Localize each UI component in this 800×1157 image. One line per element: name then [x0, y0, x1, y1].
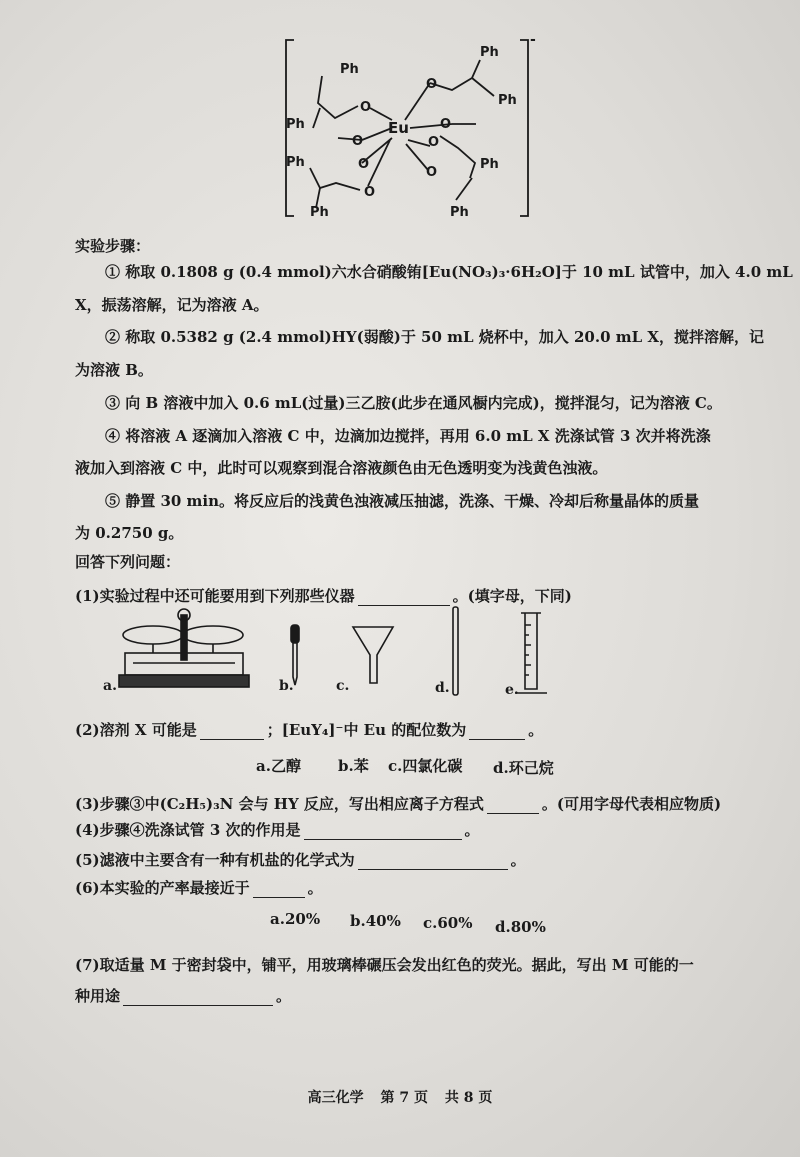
question-3: [75, 794, 721, 814]
q3-text: (3)步骤③中(C₂H₅)₃N 会与 HY 反应，写出相应离子方程式: [75, 795, 484, 813]
oxygen-label: O: [426, 165, 438, 180]
footer-subject: 高三化学: [307, 1090, 364, 1106]
step-2-line-1: ② 称取 0.5382 g (2.4 mmol)HY(弱酸)于 50 mL 烧杯中，加入 20.0 mL X，搅拌溶解，记: [105, 328, 765, 346]
funnel-icon: [353, 627, 393, 683]
balance-icon: [119, 609, 249, 687]
step-2-line-2: 为溶液 B。: [75, 361, 153, 379]
q6-option-a: a.20%: [270, 910, 321, 928]
q7-answer-blank[interactable]: [123, 989, 273, 1006]
step-1-line-2: X，振荡溶解，记为溶液 A。: [75, 296, 269, 314]
q5-text-after: 。: [510, 851, 526, 869]
q2-option-b: b.苯: [338, 757, 369, 775]
q6-option-d: d.80%: [495, 918, 546, 936]
q3-text-after: 。(可用字母代表相应物质): [541, 795, 722, 813]
q2-option-d: d.环己烷: [493, 759, 554, 777]
q6-text-after: 。: [307, 879, 323, 897]
question-1: [75, 586, 572, 606]
q2-text-c: 。: [528, 721, 544, 739]
step-4-line-2: 液加入到溶液 C 中，此时可以观察到混合溶液颜色由无色透明变为浅黄色浊液。: [75, 459, 608, 477]
q1-text: (1)实验过程中还可能要用到下列那些仪器: [75, 587, 355, 605]
apparatus-label-a: a.: [103, 678, 117, 694]
steps-title: 实验步骤：: [75, 237, 151, 255]
page-footer: [0, 1087, 800, 1107]
step-1-line-1: ① 称取 0.1808 g (0.4 mmol)六水合硝酸铕[Eu(NO₃)₃·6H₂O]于 10 mL 试管中，加入 4.0 mL: [105, 263, 793, 281]
q4-text-after: 。: [464, 821, 480, 839]
apparatus-label-d: d.: [435, 680, 450, 696]
ph-label: Ph: [480, 45, 499, 60]
oxygen-label: O: [364, 185, 376, 200]
q7-text-after: 。: [276, 987, 292, 1005]
q2-coordination-blank[interactable]: [469, 723, 525, 740]
eu-complex-structure: [280, 28, 550, 223]
footer-total: 共 8 页: [444, 1090, 493, 1106]
q6-option-b: b.40%: [350, 912, 401, 930]
q4-text: (4)步骤④洗涤试管 3 次的作用是: [75, 821, 301, 839]
q1-answer-blank[interactable]: [358, 589, 450, 606]
step-3-line-1: ③ 向 B 溶液中加入 0.6 mL(过量)三乙胺(此步在通风橱内完成)，搅拌混匀，记为溶液 C。: [105, 394, 722, 412]
apparatus-label-e: e.: [505, 682, 519, 698]
dropper-icon: [291, 625, 299, 685]
question-7-line-1: (7)取适量 M 于密封袋中，铺平，用玻璃棒碾压会发出红色的荧光。据此，写出 M 可能的一: [75, 956, 694, 974]
footer-page: 第 7 页: [380, 1090, 428, 1106]
apparatus-label-b: b.: [279, 678, 294, 694]
q5-text: (5)滤液中主要含有一种有机盐的化学式为: [75, 851, 355, 869]
apparatus-row: [95, 605, 555, 705]
ph-label: Ph: [498, 93, 517, 108]
step-4-line-1: ④ 将溶液 A 逐滴加入溶液 C 中，边滴加边搅拌，再用 6.0 mL X 洗涤试管 3 次并将洗涤: [105, 427, 711, 445]
ph-label: Ph: [310, 205, 329, 220]
oxygen-label: O: [428, 135, 440, 150]
ph-label: Ph: [340, 62, 359, 77]
question-4: [75, 820, 480, 840]
question-5: [75, 850, 526, 870]
step-5-line-1: ⑤ 静置 30 min。将反应后的浅黄色浊液减压抽滤，洗涤、干燥、冷却后称量晶体的质量: [105, 492, 700, 510]
ph-label: Ph: [480, 157, 499, 172]
question-7-line-2: [75, 986, 291, 1006]
oxygen-label: O: [360, 100, 372, 115]
q7-text: 种用途: [75, 987, 121, 1005]
q2-text-a: (2)溶剂 X 可能是: [75, 721, 197, 739]
q6-answer-blank[interactable]: [253, 881, 305, 898]
answer-title: 回答下列问题：: [75, 553, 181, 571]
oxygen-label: O: [352, 134, 364, 149]
oxygen-label: O: [426, 77, 438, 92]
step-5-line-2: 为 0.2750 g。: [75, 524, 184, 542]
q6-text: (6)本实验的产率最接近于: [75, 879, 250, 897]
graduated-cylinder-icon: [515, 613, 547, 693]
q2-text-b: ；[EuY₄]⁻中 Eu 的配位数为: [266, 721, 467, 739]
ph-label: Ph: [286, 117, 305, 132]
q6-option-c: c.60%: [423, 914, 473, 932]
oxygen-label: O: [358, 157, 370, 172]
q1-text-after: 。(填字母，下同): [452, 587, 572, 605]
q2-solvent-blank[interactable]: [200, 723, 264, 740]
charge-label: -: [530, 32, 536, 48]
glass-rod-icon: [453, 607, 458, 695]
q5-answer-blank[interactable]: [358, 853, 508, 870]
ph-label: Ph: [450, 205, 469, 220]
ph-label: Ph: [286, 155, 305, 170]
q2-option-c: c.四氯化碳: [388, 757, 463, 775]
oxygen-label: O: [440, 117, 452, 132]
q3-answer-blank[interactable]: [487, 797, 539, 814]
apparatus-label-c: c.: [336, 678, 350, 694]
q2-option-a: a.乙醇: [256, 757, 301, 775]
q4-answer-blank[interactable]: [304, 823, 462, 840]
question-2: [75, 720, 543, 740]
question-6: [75, 878, 323, 898]
eu-label: Eu: [388, 119, 409, 137]
